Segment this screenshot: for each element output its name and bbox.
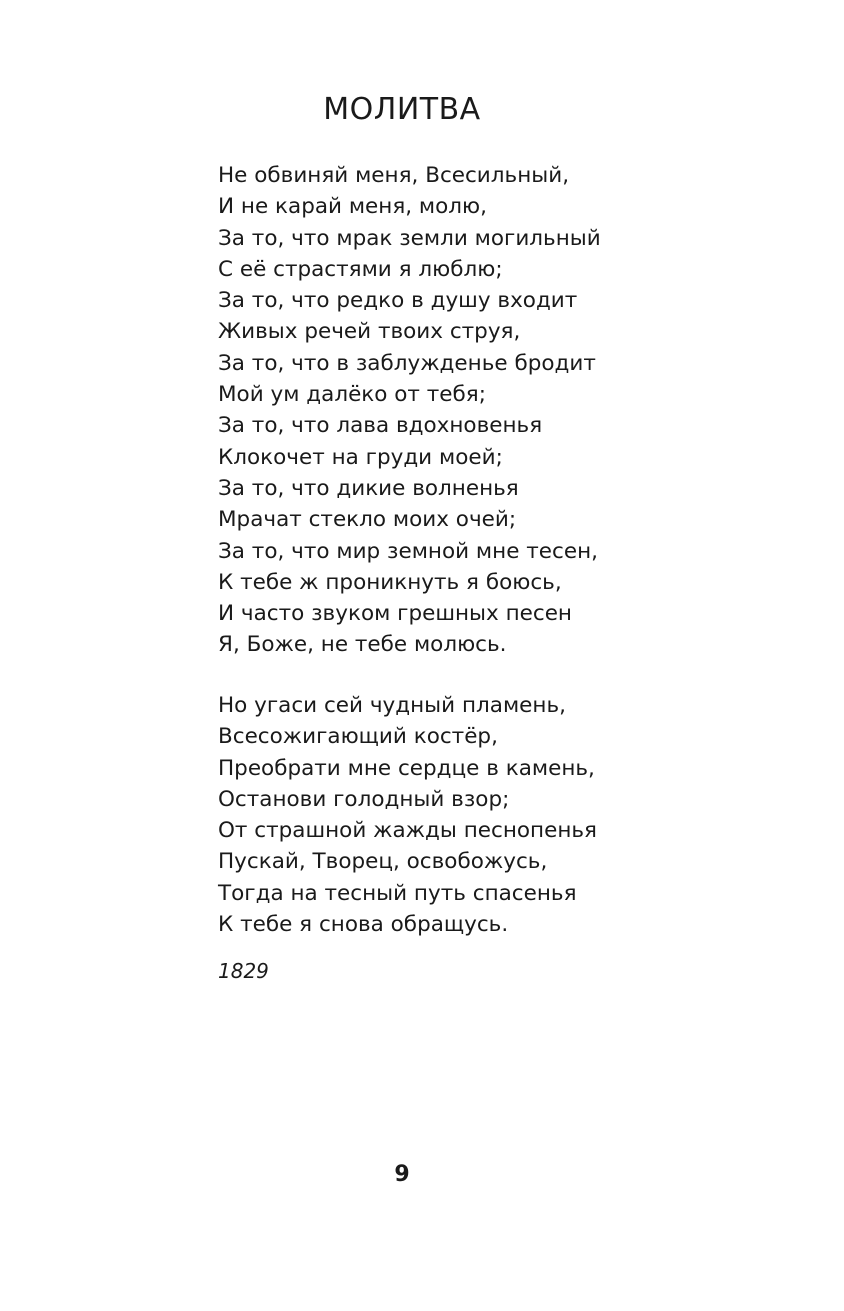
- poem-line: За то, что мир земной мне тесен,: [218, 538, 598, 564]
- poem-line: Но угаси сей чудный пламень,: [218, 693, 566, 718]
- poem-line: И часто звуком грешных песен: [218, 601, 572, 627]
- stanza-2: [218, 690, 597, 940]
- poem-line: Я, Боже, не тебе молюсь.: [218, 632, 507, 658]
- poem-line: Преобрати мне сердце в камень,: [218, 755, 595, 781]
- poem-line: Мрачат стекло моих очей;: [218, 507, 517, 533]
- poem-line: И не карай меня, молю,: [218, 194, 487, 220]
- poem-line: Не обвиняй меня, Всесильный,: [218, 163, 570, 188]
- poem-line: Останови голодный взор;: [218, 786, 510, 812]
- poem-line: За то, что дикие волненья: [218, 475, 519, 501]
- poem-line: Живых речей твоих струя,: [218, 319, 521, 345]
- poem-line: За то, что лава вдохновенья: [218, 413, 543, 439]
- poem-line: Мой ум далёко от тебя;: [218, 382, 486, 408]
- poem-line: За то, что редко в душу входит: [218, 288, 578, 314]
- poem-line: За то, что мрак земли могильный: [218, 225, 601, 251]
- poem-line: К тебе я снова обращусь.: [218, 912, 509, 938]
- poem-line: Пускай, Творец, освобожусь,: [218, 849, 548, 875]
- page-number: 9: [394, 1162, 410, 1187]
- poem-line: К тебе ж проникнуть я боюсь,: [218, 569, 562, 595]
- stanza-1: [218, 160, 601, 661]
- poem-line: От страшной жажды песнопенья: [218, 818, 597, 844]
- poem-title: МОЛИТВА: [323, 92, 481, 127]
- poem-line: Клокочет на груди моей;: [218, 444, 503, 470]
- poem-line: Тогда на тесный путь спасенья: [218, 880, 577, 906]
- poem-line: Всесожигающий костёр,: [218, 724, 498, 750]
- poem-line: С её страстями я люблю;: [218, 256, 503, 282]
- poem-date: 1829: [218, 959, 269, 983]
- poem-line: За то, что в заблужденье бродит: [218, 350, 596, 376]
